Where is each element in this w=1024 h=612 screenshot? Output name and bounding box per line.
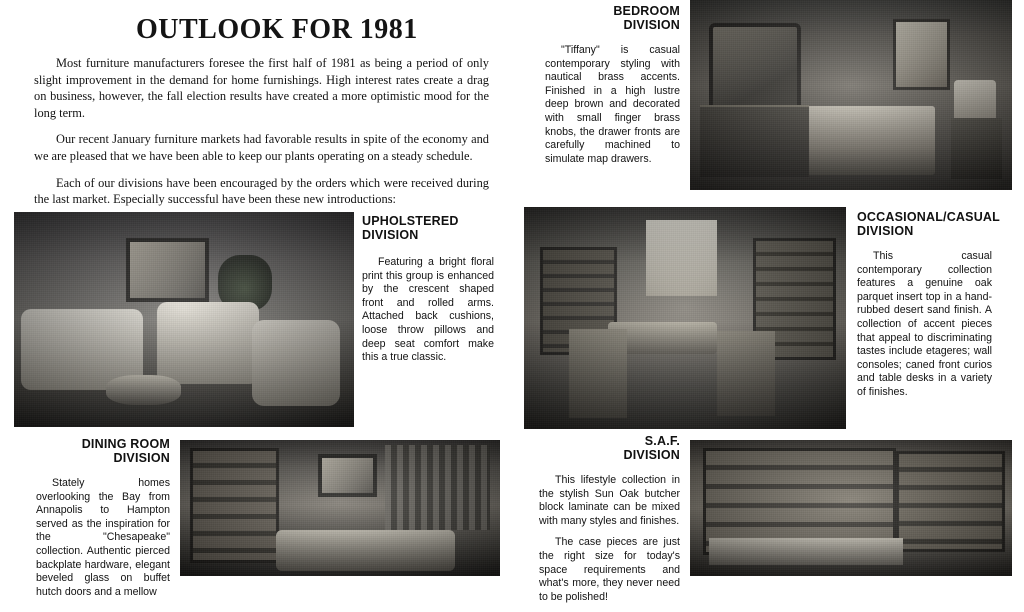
saf-heading-line2: DIVISION [623,448,680,462]
upholstered-heading-line2: DIVISION [362,228,419,242]
occasional-heading-line2: DIVISION [857,224,914,238]
intro-paragraph-3: Each of our divisions have been encouraged by the orders which were received during the last market. Especially successful have been these new introductions: [34,175,489,207]
bedroom-heading-line1: BEDROOM [613,4,680,18]
dining-caption [36,477,170,607]
occasional-photo [524,207,846,429]
dining-heading-line2: DIVISION [113,451,170,465]
saf-photo [690,440,1012,576]
bedroom-heading-line2: DIVISION [623,18,680,32]
intro-paragraph-2: Our recent January furniture markets had favorable results in spite of the economy and we are pleased that we have been able to keep our plants operating on a steady schedule. [34,132,489,163]
occasional-heading-line1: OCCASIONAL/CASUAL [857,210,1000,224]
bedroom-caption-text: "Tiffany" is casual contemporary styling with nautical brass accents. Finished in a high lustre deep brown and decorated with small finger brass knobs, the drawer fronts are carefully machined to simulate map drawers. [545,44,680,165]
saf-heading [560,434,680,462]
intro-text [34,55,489,218]
dining-caption-text: Stately homes overlooking the Bay from Annapolis to Hampton served as the inspiration for the "Chesapeake" collection. Authentic pierced backplate hardware, elegant beveled glass on buffet hutch doors and a mellow [36,477,170,598]
saf-caption [539,474,680,612]
upholstered-caption-text: Featuring a bright floral print this group is enhanced by the crescent shaped front and rolled arms. Attached back cushions, loose throw pillows and deep seat comfort make this a true classic. [362,256,494,364]
occasional-heading [857,210,1017,238]
dining-heading [40,437,170,465]
dining-heading-line1: DINING ROOM [81,437,170,451]
dining-photo [180,440,500,576]
occasional-caption [857,250,992,408]
upholstered-heading-line1: UPHOLSTERED [362,214,459,228]
saf-heading-line1: S.A.F. [644,434,680,448]
upholstered-photo [14,212,354,427]
occasional-caption-text: This casual contemporary collection features a genuine oak parquet insert top in a hand-rubbed desert sand finish. A collection of accent pieces that appeal to discriminating tastes include etageres; wall consoles; caned front curios and table desks in a variety of finishes. [857,250,992,398]
saf-caption-paragraph-1: This lifestyle collection in the stylish Sun Oak butcher block laminate can be mixed with many styles and finishes. [539,474,680,527]
saf-caption-paragraph-2: The case pieces are just the right size for today's space requirements and what's more, they never need to be polished! [539,536,680,603]
upholstered-heading [362,214,512,242]
bedroom-caption [545,44,680,174]
upholstered-caption [362,256,494,373]
bedroom-photo [690,0,1012,190]
page-title: OUTLOOK FOR 1981 [136,14,418,45]
intro-paragraph-1: Most furniture manufacturers foresee the first half of 1981 as being a period of only slight improvement in the demand for home furnishings. High interest rates create a drag on business, however, the fall election results have created a more optimistic mood for the long term. [34,56,489,120]
bedroom-heading [560,4,680,32]
